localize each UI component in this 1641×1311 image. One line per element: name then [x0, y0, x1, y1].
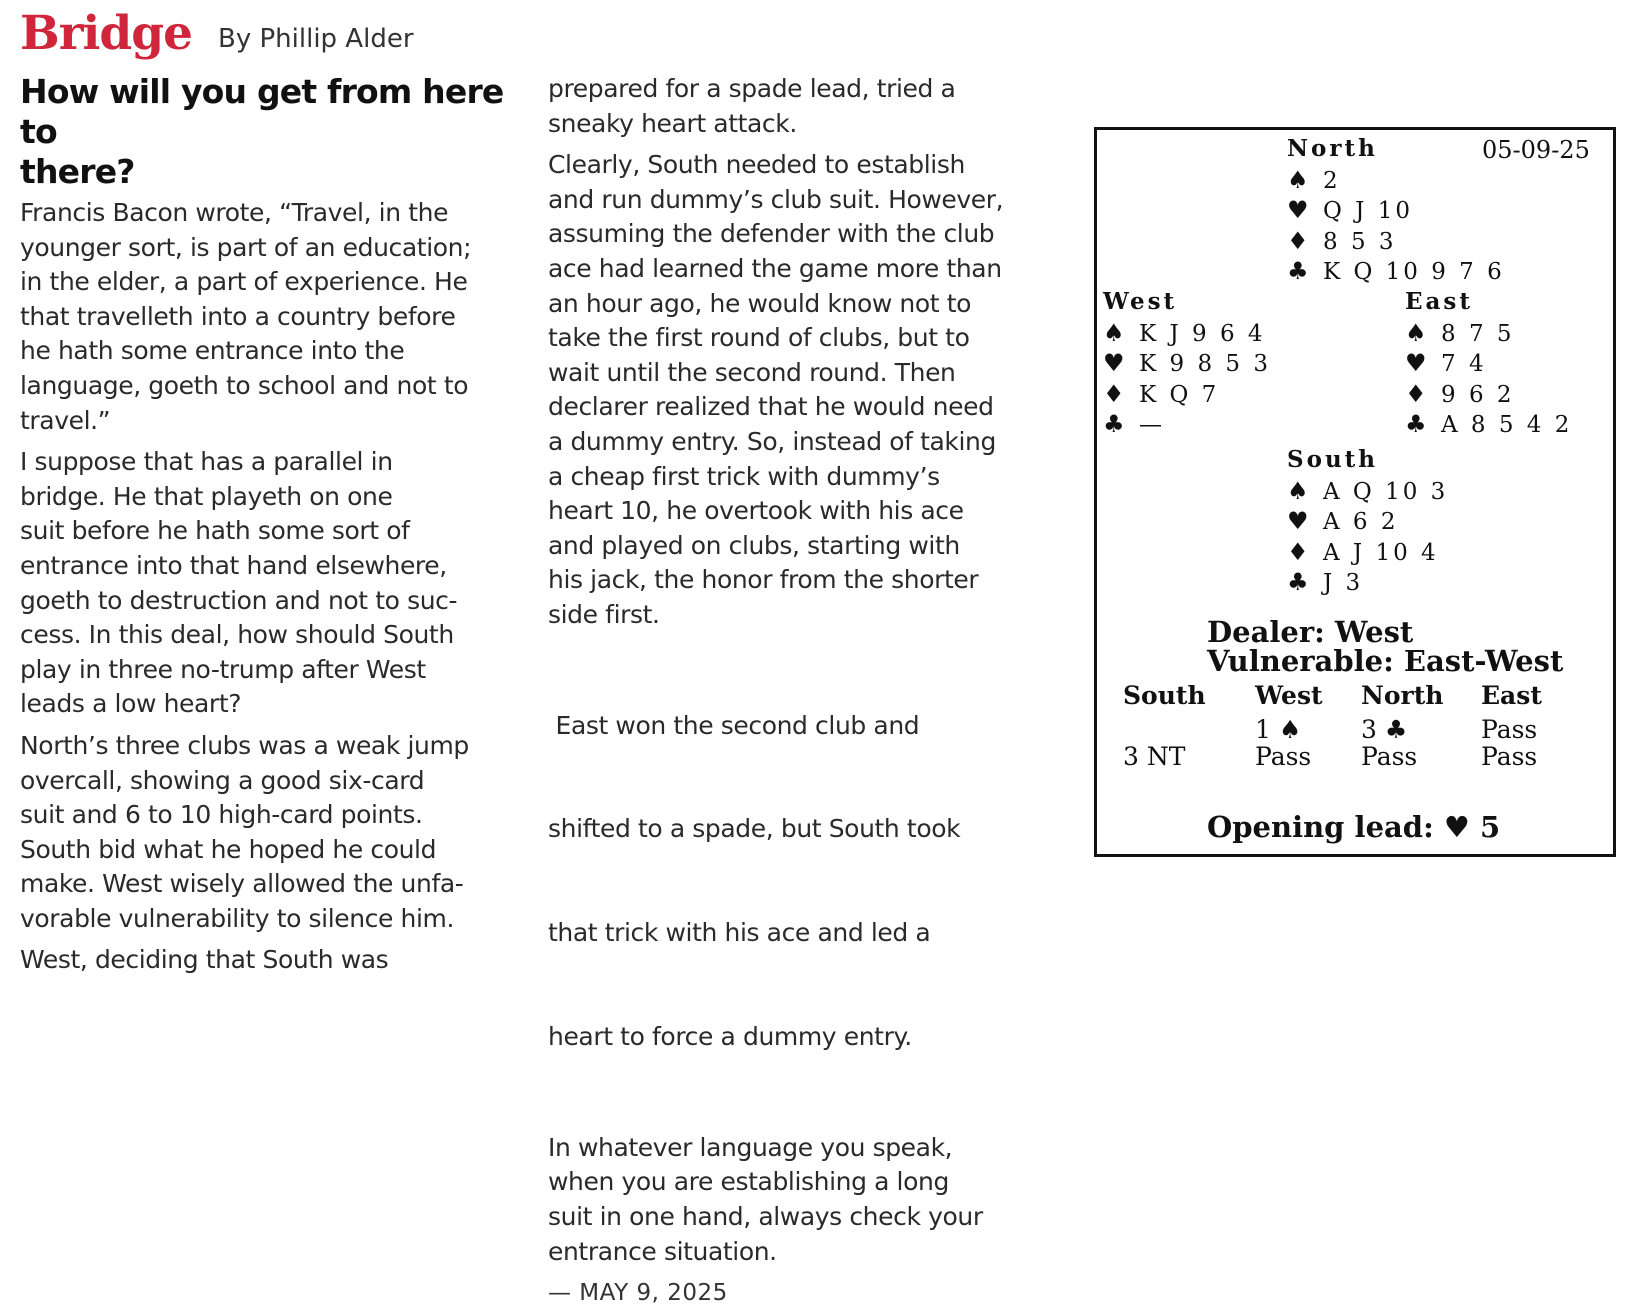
opening-lead: Opening lead: ♥ 5: [1207, 810, 1501, 844]
paragraph: Clearly, South needed to establish and run dummy’s club suit. However, assuming the defender with the club ace had learned the game more than an hour ago, he would know not to take the first round of clubs, but to wait until the second round. Then declarer realized that he would need a dummy entry. So, instead of taking a cheap first trick with dummy’s heart 10, he overtook with his ace and played on clubs, starting with his jack, the honor from the shorter side first.: [548, 150, 1004, 629]
club-icon: ♣: [1287, 257, 1309, 285]
auction-cell: 3 NT: [1123, 742, 1186, 771]
diagram-date: 05-09-25: [1482, 136, 1590, 164]
vulnerable-info: Vulnerable: East-West: [1207, 644, 1564, 678]
auction-cell: Pass: [1255, 742, 1312, 771]
dateline: — MAY 9, 2025: [548, 1280, 728, 1307]
heart-icon: ♥: [1103, 349, 1125, 377]
paragraph: West, deciding that South was: [20, 945, 389, 975]
hand-label: West: [1103, 288, 1178, 315]
auction-cell: 3 ♣: [1361, 715, 1408, 744]
auction-header: North: [1361, 681, 1444, 710]
south-hand: South ♠ A Q 10 3 ♥ A 6 2 ♦ A J 10 4 ♣ J 3: [1287, 446, 1449, 596]
article-column-1: [20, 72, 530, 985]
heart-icon: ♥: [1405, 349, 1427, 377]
club-icon: ♣: [1287, 568, 1309, 596]
auction-cell: Pass: [1361, 742, 1418, 771]
east-hand: East ♠ 8 7 5 ♥ 7 4 ♦ 9 6 2 ♣ A 8 5 4 2: [1405, 288, 1573, 438]
auction-cell: 1 ♠: [1255, 715, 1302, 744]
hand-label: South: [1287, 446, 1379, 473]
auction-cell: Pass: [1481, 742, 1538, 771]
spade-icon: ♠: [1103, 318, 1125, 347]
spade-icon: ♠: [1287, 165, 1309, 194]
paragraph: I suppose that has a parallel in bridge. He that playeth on one suit before he hath some sort of entrance into that hand elsewhere, goeth to destruction and not to suc- cess. In this deal, how should South play in three no-trump after West leads a low heart?: [20, 447, 458, 719]
heart-icon: ♥: [1287, 196, 1309, 224]
paragraph: East won the second club and shifted to a spade, but South took that trick with his ace and led a heart to force a dummy entry.: [548, 710, 961, 1052]
bridge-diagram: [1094, 127, 1616, 857]
paragraph: Francis Bacon wrote, “Travel, in the younger sort, is part of an education; in the elder, a part of experience. He that travelleth into a country before he hath some entrance into the language, goeth to school and not to travel.”: [20, 198, 472, 435]
auction-header: West: [1255, 681, 1323, 710]
article-column-2: [548, 72, 1058, 1311]
headline: How will you get from here to there?: [20, 72, 504, 191]
dealer-info: Dealer: West: [1207, 615, 1414, 649]
diamond-icon: ♦: [1405, 379, 1427, 408]
paragraph: prepared for a spade lead, tried a sneaky heart attack.: [548, 74, 956, 138]
spade-icon: ♠: [1287, 476, 1309, 505]
north-hand: North ♠ 2 ♥ Q J 10 ♦ 8 5 3 ♣ K Q 10 9 7 6: [1287, 135, 1505, 285]
auction-cell: Pass: [1481, 715, 1538, 744]
hand-label: East: [1405, 288, 1474, 315]
auction-header: South: [1123, 681, 1206, 710]
auction-header: East: [1481, 681, 1542, 710]
paragraph: In whatever language you speak, when you are establishing a long suit in one hand, always check your entrance situation.: [548, 1132, 983, 1266]
diamond-icon: ♦: [1287, 226, 1309, 255]
hand-label: North: [1287, 135, 1378, 162]
club-icon: ♣: [1103, 410, 1125, 438]
byline: By Phillip Alder: [218, 24, 414, 54]
diamond-icon: ♦: [1103, 379, 1125, 408]
paragraph: North’s three clubs was a weak jump overcall, showing a good six-card suit and 6 to 10 high-card points. South bid what he hoped he could make. West wisely allowed the unfa- vorable vulnerability to silence him.: [20, 730, 469, 933]
column-title: Bridge: [20, 6, 192, 61]
spade-icon: ♠: [1405, 318, 1427, 347]
heart-icon: ♥: [1287, 507, 1309, 535]
club-icon: ♣: [1405, 410, 1427, 438]
diamond-icon: ♦: [1287, 537, 1309, 566]
west-hand: West ♠ K J 9 6 4 ♥ K 9 8 5 3 ♦ K Q 7 ♣ —: [1103, 288, 1271, 438]
